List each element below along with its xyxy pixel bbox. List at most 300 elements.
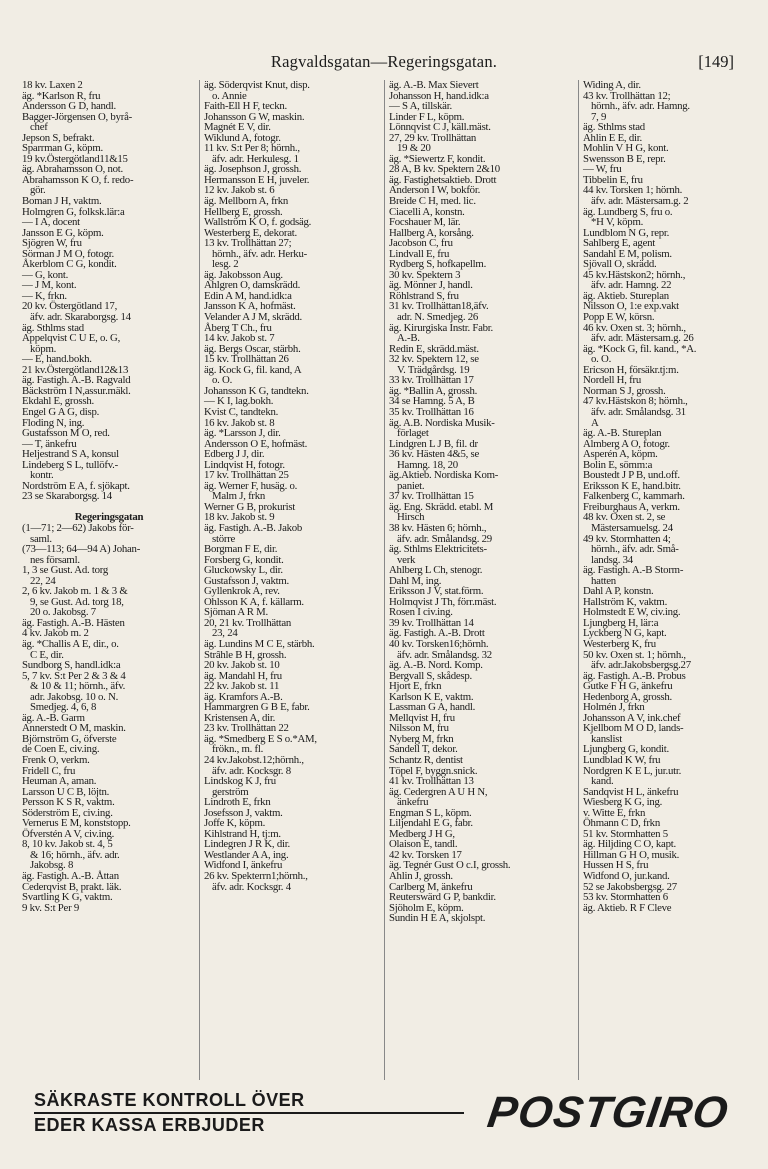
- directory-entry-line: — S A, tillskär.: [389, 100, 452, 113]
- directory-entry-line: lesg. 2: [212, 258, 239, 271]
- directory-entry-line: 18 kv. Laxen 2: [22, 80, 83, 91]
- directory-entry-line: paniet.: [397, 479, 425, 492]
- directory-entry-line: Joffe K, köpm.: [204, 817, 266, 830]
- directory-entry-line: Lindroth E, frkn: [204, 796, 271, 809]
- directory-entry-line: 45 kv.Hästskon2; hörnh.,: [583, 268, 686, 281]
- directory-entry-line: frökn., m. fl.: [212, 743, 264, 756]
- directory-entry-line: äg. A.-B. Max Sievert: [389, 80, 479, 91]
- directory-entry-line: äfv. adr. Hamng. 22: [591, 279, 672, 292]
- directory-entry-line: 7, 9: [591, 110, 607, 123]
- directory-entry-line: Bäckström I N,assur.mäkl.: [22, 384, 131, 397]
- directory-entry-line: äfv. adr. Skaraborgsg. 14: [30, 311, 131, 324]
- directory-entry-line: Nordgren K E L, jur.utr.: [583, 764, 682, 777]
- directory-entry-line: 15 kv. Trollhättan 26: [204, 353, 289, 366]
- directory-entry-line: äg. Sthlms Elektricitets-: [389, 543, 487, 556]
- directory-entry-line: Nilsson M, fru: [389, 722, 449, 735]
- directory-entry-line: Gustafsson M O, red.: [22, 427, 110, 440]
- directory-entry-line: landsg. 34: [591, 553, 633, 566]
- directory-entry-line: Westlander A A, ing.: [204, 848, 289, 861]
- directory-entry-line: Rydberg S, hofkapellm.: [389, 258, 487, 271]
- directory-entry-line: äg. Eng. Skrädd. etabl. M: [389, 500, 494, 513]
- directory-entry-line: — G, kont.: [22, 268, 69, 281]
- directory-entry-line: äg. *Siewertz F, kondit.: [389, 152, 486, 165]
- directory-entry-line: äg.Aktieb. Nordiska Kom-: [389, 469, 499, 482]
- directory-entry-line: äg. Söderqvist Knut, disp.: [204, 80, 310, 91]
- directory-entry-line: Floding N, ing.: [22, 416, 85, 429]
- directory-entry-line: hörnh., äfv. adr. Små-: [591, 543, 679, 556]
- directory-entry-line: äfv. adr. Smålandsg. 32: [397, 648, 492, 661]
- directory-entry-line: äg. *Larsson J, dir.: [204, 427, 281, 440]
- directory-columns: [18, 80, 760, 1080]
- ad-line-1: SÄKRASTE KONTROLL ÖVER: [34, 1090, 305, 1110]
- directory-entry-line: adr. N. Smedjeg. 26: [397, 311, 479, 324]
- directory-entry-line: 8, 10 kv. Jakob st. 4, 5: [22, 838, 113, 851]
- directory-entry-line: Strâhle B H, grossh.: [204, 648, 287, 661]
- directory-entry-line: 11 kv. S:t Per 8; hörnh.,: [204, 142, 300, 155]
- directory-entry-line: äg. Josephson J, grossh.: [204, 163, 302, 176]
- directory-entry-line: Lindqvist H, fotogr.: [204, 458, 285, 471]
- directory-entry-line: Ahlin J, grossh.: [389, 870, 453, 883]
- directory-entry-line: Nordell H, fru: [583, 374, 641, 387]
- directory-entry-line: Gustafsson J, vaktm.: [204, 574, 289, 587]
- directory-entry-line: 27, 29 kv. Trollhättan: [389, 131, 477, 144]
- directory-entry-line: äfv. adr.Jakobsbergsg.27: [591, 659, 691, 672]
- directory-entry-line: Lindgren L J B, fil. dr: [389, 437, 478, 450]
- directory-entry-line: Bergvall S, skådesp.: [389, 669, 472, 682]
- directory-entry-line: A: [591, 416, 599, 429]
- directory-entry-line: Öhmann C D, frkn: [583, 817, 660, 830]
- directory-entry-line: Boustedt J P B, und.off.: [583, 469, 680, 482]
- directory-entry-line: Faith-Ell H F, teckn.: [204, 100, 287, 113]
- directory-entry-line: 42 kv. Torsken 17: [389, 848, 462, 861]
- directory-entry-line: 33 kv. Trollhättan 17: [389, 374, 474, 387]
- directory-entry-line: Hirsch: [397, 511, 425, 524]
- directory-entry-line: 23, 24: [212, 627, 238, 640]
- directory-entry-line: äg. Mandahl H, fru: [204, 669, 282, 682]
- directory-entry-line: Olaison E, tandl.: [389, 838, 458, 851]
- directory-entry-line: 37 kv. Trollhättan 15: [389, 490, 474, 503]
- directory-entry-line: Dahl A P, konstn.: [583, 585, 654, 598]
- directory-entry-line: 20 o. Jakobsg. 7: [30, 606, 96, 619]
- directory-entry-line: Hellberg E, grossh.: [204, 205, 283, 218]
- directory-entry-line: Holmstedt E W, civ.ing.: [583, 606, 681, 619]
- directory-entry-line: Sandqvist H L, änkefru: [583, 785, 679, 798]
- directory-entry-line: 31 kv. Trollhättan18,äfv.: [389, 300, 489, 313]
- directory-entry-line: Widing A, dir.: [583, 80, 641, 91]
- directory-entry-line: äg. Aktieb. Stureplan: [583, 289, 669, 302]
- directory-entry-line: Widfond O, jur.kand.: [583, 870, 670, 883]
- directory-entry-line: 49 kv. Stormhatten 4;: [583, 532, 671, 545]
- directory-entry-line: 46 kv. Oxen st. 3; hörnh.,: [583, 321, 686, 334]
- directory-entry-line: äg. A.B. Nordiska Musik-: [389, 416, 495, 429]
- directory-entry-line: Sjöman A R M.: [204, 606, 268, 619]
- directory-entry-line: Mohlin V H G, kont.: [583, 142, 669, 155]
- directory-column-3: [384, 80, 578, 1080]
- directory-entry-line: Johansson K G, tandtekn.: [204, 384, 309, 397]
- directory-entry-line: Hillman G H O, musik.: [583, 848, 680, 861]
- directory-entry-line: äfv. adr. Mästersam.g. 26: [591, 332, 694, 345]
- directory-entry-line: större: [212, 532, 236, 545]
- directory-entry-line: Mellqvist H, fru: [389, 711, 455, 724]
- directory-entry-line: Lyckberg N G, kapt.: [583, 627, 667, 640]
- directory-entry-line: o. O.: [591, 353, 612, 366]
- directory-entry-line: äg. A.-B. Stureplan: [583, 427, 662, 440]
- page-title: Ragvaldsgatan—Regeringsgatan.: [270, 52, 498, 71]
- directory-entry-line: äfv. adr. Herkulesg. 1: [212, 152, 299, 165]
- directory-entry-line: Asperén A, köpm.: [583, 448, 658, 461]
- directory-entry-line: 26 kv. Spekterrn1;hörnh.,: [204, 870, 308, 883]
- directory-entry-line: Bagger-Jörgensen O, byrå-: [22, 110, 132, 123]
- directory-entry-line: Redin E, skrädd.mäst.: [389, 342, 479, 355]
- directory-entry-line: 16 kv. Jakob st. 8: [204, 416, 275, 429]
- directory-entry-line: Gluckowsky L, dir.: [204, 564, 283, 577]
- directory-entry-line: V. Trädgårdsg. 19: [397, 363, 470, 376]
- directory-entry-line: Hallström K, vaktm.: [583, 595, 668, 608]
- directory-entry-line: äg. *Kock G, fil. kand., *A.: [583, 342, 697, 355]
- directory-entry-line: Lundblad K W, fru: [583, 754, 661, 766]
- directory-entry-line: äfv. adr. Smålandsg. 29: [397, 532, 492, 545]
- directory-entry-line: Vernerus E M, konststopp.: [22, 817, 131, 830]
- directory-entry-line: Röhlstrand S, fru: [389, 289, 459, 302]
- directory-entry-line: Freiburghaus A, verkm.: [583, 500, 680, 513]
- directory-entry-line: 20 kv. Östergötland 17,: [22, 300, 118, 313]
- ad-line-2: EDER KASSA ERBJUDER: [34, 1112, 464, 1136]
- directory-entry-line: *H V, köpm.: [591, 216, 644, 229]
- directory-entry-line: Engel G A G, disp.: [22, 405, 100, 418]
- directory-entry-line: äg. *Smedberg E S o.*AM,: [204, 732, 317, 745]
- directory-entry-line: Eriksson K E, hand.bitr.: [583, 479, 681, 492]
- directory-entry-line: 32 kv. Spektern 12, se: [389, 353, 479, 366]
- directory-entry-line: de Coen E, civ.ing.: [22, 743, 100, 756]
- directory-entry-line: Appelqvist C U E, o. G,: [22, 332, 121, 345]
- directory-entry-line: Lundblom N G, repr.: [583, 226, 670, 239]
- directory-entry-line: Breide C H, med. lic.: [389, 195, 476, 208]
- directory-entry-line: Jacobson C, fru: [389, 237, 453, 250]
- directory-entry-line: Sjöholm E, köpm.: [389, 901, 464, 914]
- directory-entry-line: Linder F L, köpm.: [389, 110, 465, 123]
- directory-entry-line: äg. Bergs Oscar, stärbh.: [204, 342, 301, 355]
- directory-entry-line: 36 kv. Hästen 4&5, se: [389, 448, 480, 461]
- directory-entry-line: nes församl.: [30, 553, 80, 566]
- directory-entry-line: 35 kv. Trollhättan 16: [389, 405, 474, 418]
- directory-entry-line: Johansson G W, maskin.: [204, 110, 305, 123]
- directory-entry-line: A.-B.: [397, 332, 420, 345]
- directory-entry-line: 20 kv. Jakob st. 10: [204, 659, 280, 672]
- directory-entry-line: Sjövall O, skrädd.: [583, 258, 657, 271]
- page-number: [149]: [698, 52, 734, 71]
- postgiro-logo: POSTGIRO: [484, 1088, 732, 1137]
- directory-entry-line: Mästersamuelsg. 24: [591, 521, 673, 534]
- directory-entry-line: Dahl M, ing.: [389, 574, 442, 587]
- directory-entry-line: Ljungberg G, kondit.: [583, 743, 669, 756]
- directory-entry-line: 28 A, B kv. Spektern 2&10: [389, 163, 500, 176]
- directory-entry-line: Tibbelin E, fru: [583, 173, 643, 186]
- directory-entry-line: äg. Aktieb. R F Cleve: [583, 901, 672, 914]
- directory-entry-line: äg. Lundins M C E, stärbh.: [204, 637, 315, 650]
- directory-entry-line: kand.: [591, 775, 614, 788]
- directory-entry-line: äg. Fastigh. A.-B. Drott: [389, 627, 485, 640]
- directory-entry-line: 47 kv.Hästskon 8; hörnh.,: [583, 395, 688, 408]
- directory-entry-line: Kristensen A, dir.: [204, 711, 276, 724]
- directory-entry-line: C E, dir.: [30, 648, 64, 661]
- directory-entry-line: Werner G B, prokurist: [204, 500, 296, 513]
- directory-entry-line: Ahlgren O, damskrädd.: [204, 279, 301, 292]
- directory-entry-line: Norman S J, grossh.: [583, 384, 666, 397]
- directory-column-1: [18, 80, 199, 1080]
- directory-entry-line: Falkenberg C, kammarh.: [583, 490, 685, 503]
- directory-entry-line: äg. *Challis A E, dir., o.: [22, 637, 119, 650]
- directory-entry-line: förlaget: [397, 427, 429, 440]
- directory-entry-line: hörnh., äfv. adr. Herku-: [212, 247, 307, 260]
- directory-entry-line: äg. Kirurgiska Instr. Fabr.: [389, 321, 494, 334]
- directory-entry-line: Sandell T, dekor.: [389, 743, 458, 756]
- directory-entry-line: adr. Jakobsg. 10 o. N.: [30, 690, 119, 703]
- directory-entry-line: 51 kv. Stormhatten 5: [583, 827, 668, 840]
- directory-entry-line: 19 & 20: [397, 142, 431, 155]
- directory-entry-line: Björnström G, öfverste: [22, 732, 117, 745]
- directory-entry-line: 48 kv. Oxen st. 2, se: [583, 511, 666, 524]
- directory-entry-line: Lassman G A, handl.: [389, 701, 476, 714]
- directory-entry-line: Larsson U C B, löjtn.: [22, 785, 110, 798]
- directory-entry-line: äfv. adr. Kocksgr. 8: [212, 764, 291, 777]
- directory-entry-line: Bolin E, sömm:a: [583, 458, 653, 471]
- directory-entry-line: Schantz R, dentist: [389, 754, 463, 766]
- directory-entry-line: äg. Fastigh. A.-B. Probus: [583, 669, 686, 682]
- directory-entry-line: Sahlberg E, agent: [583, 237, 656, 250]
- directory-entry-line: Reuterswärd G P, bankdir.: [389, 891, 496, 904]
- directory-entry-line: 39 kv. Trollhättan 14: [389, 616, 474, 629]
- directory-entry-line: Widfond I, änkefru: [204, 859, 283, 872]
- directory-entry-line: Hamng. 18, 20: [397, 458, 458, 471]
- directory-entry-line: (1—71; 2—62) Jakobs för-: [22, 521, 134, 534]
- directory-entry-line: Wiklund A, fotogr.: [204, 131, 281, 144]
- directory-entry-line: änkefru: [397, 796, 429, 809]
- directory-entry-line: 13 kv. Trollhättan 27;: [204, 237, 292, 250]
- directory-entry-line: 19 kv.Östergötland11&15: [22, 152, 128, 165]
- directory-entry-line: Heljestrand S A, konsul: [22, 448, 119, 461]
- directory-entry-line: Magnét E V, dir.: [204, 121, 271, 134]
- directory-entry-line: äg. *Karlson R, fru: [22, 89, 101, 102]
- directory-entry-line: Ciacelli A, konstn.: [389, 205, 465, 218]
- directory-entry-line: Josefsson J, vaktm.: [204, 806, 283, 819]
- directory-entry-line: 4 kv. Jakob m. 2: [22, 627, 89, 640]
- directory-entry-line: Sörman J M O, fotogr.: [22, 247, 114, 260]
- directory-entry-line: Töpel F, byggn.snick.: [389, 764, 478, 777]
- directory-entry-line: Engman S L, köpm.: [389, 806, 472, 819]
- directory-entry-line: Borgman F E, dir.: [204, 543, 278, 556]
- directory-entry-line: Popp E W, körsn.: [583, 311, 655, 324]
- directory-entry-line: 9 kv. S:t Per 9: [22, 901, 80, 914]
- directory-entry-line: Annerstedt O M, maskin.: [22, 722, 126, 735]
- directory-entry-line: Andersson O E, hofmäst.: [204, 437, 308, 450]
- directory-entry-line: 1, 3 se Gust. Ad. torg: [22, 564, 109, 577]
- directory-entry-line: äg. Sthlms stad: [583, 121, 645, 134]
- directory-entry-line: Liljendahl E G, fabr.: [389, 817, 473, 830]
- directory-entry-line: äg. Kramfors A.-B.: [204, 690, 283, 703]
- directory-entry-line: kanslist: [591, 732, 622, 745]
- directory-entry-line: köpm.: [30, 342, 57, 355]
- directory-entry-line: hörnh., äfv. adr. Hamng.: [591, 100, 690, 113]
- directory-entry-line: Nilsson O, 1:e exp.vakt: [583, 300, 679, 313]
- directory-entry-line: äg. A.-B. Nord. Komp.: [389, 659, 483, 672]
- directory-entry-line: äg. Fastighetsaktieb. Drott: [389, 173, 497, 186]
- directory-entry-line: o. Annie: [212, 89, 247, 102]
- directory-entry-line: äg. Fastigh. A.-B. Åttan: [22, 870, 119, 883]
- directory-entry-line: chef: [30, 121, 48, 134]
- directory-entry-line: (73—113; 64—94 A) Johan-: [22, 543, 141, 556]
- directory-entry-line: Holmqvist J Th, förr.mäst.: [389, 595, 497, 608]
- directory-entry-line: Nyberg M, frkn: [389, 732, 454, 745]
- directory-entry-line: äfv. adr. Kocksgr. 4: [212, 880, 291, 893]
- directory-entry-line: 24 kv.Jakobst.12;hörnh.,: [204, 754, 304, 766]
- directory-entry-line: 22 kv. Jakob st. 11: [204, 680, 280, 693]
- directory-entry-line: hatten: [591, 574, 616, 587]
- directory-entry-line: Svartling K G, vaktm.: [22, 891, 113, 904]
- directory-entry-line: äg. Kock G, fil. kand, A: [204, 363, 302, 376]
- directory-entry-line: Cederqvist B, prakt. läk.: [22, 880, 122, 893]
- directory-entry-line: Lindeberg S L, tullöfv.-: [22, 458, 118, 471]
- directory-entry-line: — T, änkefru: [22, 437, 77, 450]
- directory-entry-line: äg. *Ballin A, grossh.: [389, 384, 478, 397]
- directory-entry-line: Frenk O, verkm.: [22, 754, 90, 766]
- directory-entry-line: Lönnqvist C J, käll.mäst.: [389, 121, 491, 134]
- directory-entry-line: 17 kv. Trollhättan 25: [204, 469, 289, 482]
- directory-entry-line: Jakobsg. 8: [30, 859, 74, 872]
- directory-entry-line: Ekdahl E, grossh.: [22, 395, 94, 408]
- directory-entry-line: äg. Hiljding C O, kapt.: [583, 838, 676, 851]
- directory-entry-line: Wallström K O, f. godsäg.: [204, 216, 312, 229]
- directory-entry-line: 40 kv. Torsken16;hörnh.: [389, 637, 489, 650]
- directory-entry-line: Hussen H S, fru: [583, 859, 649, 872]
- directory-entry-line: 23 kv. Trollhättan 22: [204, 722, 289, 735]
- directory-entry-line: 44 kv. Torsken 1; hörnh.: [583, 184, 683, 197]
- directory-entry-line: Westerberg E, dekorat.: [204, 226, 297, 239]
- directory-entry-line: Nordström E A, f. sjökapt.: [22, 479, 130, 492]
- directory-entry-line: 14 kv. Jakob st. 7: [204, 332, 275, 345]
- directory-entry-line: — E, hand.bokh.: [22, 353, 92, 366]
- directory-entry-line: Johansson A V, ink.chef: [583, 711, 681, 724]
- directory-entry-line: — I A, docent: [22, 216, 80, 229]
- directory-entry-line: äg. Tegnér Gust O c.I, grossh.: [389, 859, 511, 872]
- directory-entry-line: äg. Sthlms stad: [22, 321, 84, 334]
- directory-entry-line: 5, 7 kv. S:t Per 2 & 3 & 4: [22, 669, 126, 682]
- directory-entry-line: Velander A J M, skrädd.: [204, 311, 303, 324]
- directory-entry-line: äg. Jakobsson Aug.: [204, 268, 283, 281]
- directory-entry-line: & 16; hörnh., äfv. adr.: [30, 848, 120, 861]
- directory-entry-line: Sparrman G, köpm.: [22, 142, 103, 155]
- directory-entry-line: Gutke F H G, änkefru: [583, 680, 673, 693]
- directory-entry-line: Åkerblom C G, kondit.: [22, 258, 117, 271]
- directory-entry-line: Sjögren W, fru: [22, 237, 82, 250]
- directory-entry-line: Sandahl E M, polism.: [583, 247, 672, 260]
- directory-entry-line: Gyllenkrok A, rev.: [204, 585, 280, 598]
- directory-entry-line: — W, fru: [583, 163, 622, 176]
- directory-entry-line: Heuman A, aman.: [22, 775, 97, 788]
- directory-entry-line: äg. Mellborn A, frkn: [204, 195, 289, 208]
- directory-entry-line: Swensson B E, repr.: [583, 152, 666, 165]
- directory-entry-line: & 10 & 11; hörnh., äfv.: [30, 680, 126, 693]
- directory-entry-line: Ahlberg L Ch, stenogr.: [389, 564, 483, 577]
- directory-entry-line: äg. Fastigh. A.-B Storm-: [583, 564, 684, 577]
- directory-entry-line: 50 kv. Oxen st. 1; hörnh.,: [583, 648, 686, 661]
- directory-entry-line: Holmén J, frkn: [583, 701, 645, 714]
- directory-entry-line: 30 kv. Spektern 3: [389, 268, 461, 281]
- directory-entry-line: — J M, kont.: [22, 279, 77, 292]
- directory-entry-line: Focshauer M, lär.: [389, 216, 461, 229]
- directory-entry-line: Hallberg A, korsång.: [389, 226, 474, 239]
- directory-entry-line: Abrahamsson K O, f. redo-: [22, 173, 134, 186]
- directory-entry-line: Malm J, frkn: [212, 490, 266, 503]
- directory-column-4: [578, 80, 760, 1080]
- directory-entry-line: Carlberg M, änkefru: [389, 880, 473, 893]
- directory-entry-line: Fridell C, fru: [22, 764, 76, 777]
- directory-entry-line: Sundborg S, handl.idk:a: [22, 659, 121, 672]
- directory-entry-line: Regeringsgatan: [74, 511, 144, 524]
- directory-entry-line: — K, frkn.: [22, 289, 67, 302]
- directory-entry-line: Westerberg K, fru: [583, 637, 656, 650]
- directory-entry-line: Boman J H, vaktm.: [22, 195, 102, 208]
- directory-entry-line: o. O.: [212, 374, 233, 387]
- directory-entry-line: Hammargren G B E, fabr.: [204, 701, 310, 714]
- directory-entry-line: 9, se Gust. Ad. torg 18,: [30, 595, 124, 608]
- directory-entry-line: Anderson I W, bokför.: [389, 184, 481, 197]
- directory-entry-line: Lindegren J R K, dir.: [204, 838, 290, 851]
- directory-entry-line: Ohlsson K A, f. källarm.: [204, 595, 304, 608]
- directory-entry-line: Jansson E G, köpm.: [22, 226, 104, 239]
- directory-entry-line: saml.: [30, 532, 52, 545]
- directory-entry-line: äg. Werner F, husäg. o.: [204, 479, 298, 492]
- directory-entry-line: verk: [397, 553, 416, 566]
- directory-entry-line: Johansson H, hand.idk:a: [389, 89, 489, 102]
- directory-entry-line: Jansson K A, hofmäst.: [204, 300, 296, 313]
- directory-entry-line: Persson K S R, vaktm.: [22, 796, 115, 809]
- directory-entry-line: Holmgren G, folksk.lär:a: [22, 205, 125, 218]
- directory-entry-line: 20, 21 kv. Trollhättan: [204, 616, 292, 629]
- directory-entry-line: Jepson S, befrakt.: [22, 131, 95, 144]
- directory-entry-line: gerström: [212, 785, 249, 798]
- directory-entry-line: äg. Mönner J, handl.: [389, 279, 473, 292]
- directory-entry-line: Hermansson E H, juveler.: [204, 173, 310, 186]
- directory-entry-line: Ahlin E E, dir.: [583, 131, 642, 144]
- directory-entry-line: äg. Lundberg S, fru o.: [583, 205, 673, 218]
- directory-entry-line: kontr.: [30, 469, 54, 482]
- directory-entry-line: äfv. adr. Mästersam.g. 2: [591, 195, 689, 208]
- directory-entry-line: Söderström E, civ.ing.: [22, 806, 113, 819]
- directory-entry-line: Edin A M, hand.idk:a: [204, 289, 292, 302]
- directory-entry-line: Smedjeg. 4, 6, 8: [30, 701, 97, 714]
- directory-entry-line: 21 kv.Östergötland12&13: [22, 363, 129, 376]
- directory-entry-line: 41 kv. Trollhättan 13: [389, 775, 474, 788]
- directory-entry-line: Lindskog K J, fru: [204, 775, 276, 788]
- directory-entry-line: Rosen I civ.ing.: [389, 606, 453, 619]
- directory-entry-line: Öfverstén A V, civ.ing.: [22, 827, 115, 840]
- directory-entry-line: 18 kv. Jakob st. 9: [204, 511, 275, 524]
- directory-entry-line: Kvist C, tandtekn.: [204, 405, 279, 418]
- directory-entry-line: Wiesberg K G, ing.: [583, 796, 663, 809]
- directory-entry-line: äg. Cedergren A U H N,: [389, 785, 488, 798]
- directory-entry-line: Medberg J H G,: [389, 827, 455, 840]
- directory-entry-line: äg. Fastigh. A.-B. Ragvald: [22, 374, 131, 387]
- directory-entry-line: äg. Fastigh. A.-B. Hästen: [22, 616, 125, 629]
- directory-entry-line: äfv. adr. Smålandsg. 31: [591, 405, 686, 418]
- directory-entry-line: 22, 24: [30, 574, 56, 587]
- directory-entry-line: 43 kv. Trollhättan 12;: [583, 89, 671, 102]
- directory-entry-line: Eriksson J V, stat.förm.: [389, 585, 484, 598]
- directory-entry-line: Almberg A O, fotogr.: [583, 437, 670, 450]
- directory-entry-line: Åberg T Ch., fru: [204, 321, 272, 334]
- directory-entry-line: Sundin H E A, skjolspt.: [389, 912, 486, 925]
- directory-entry-line: Lindvall E, fru: [389, 247, 450, 260]
